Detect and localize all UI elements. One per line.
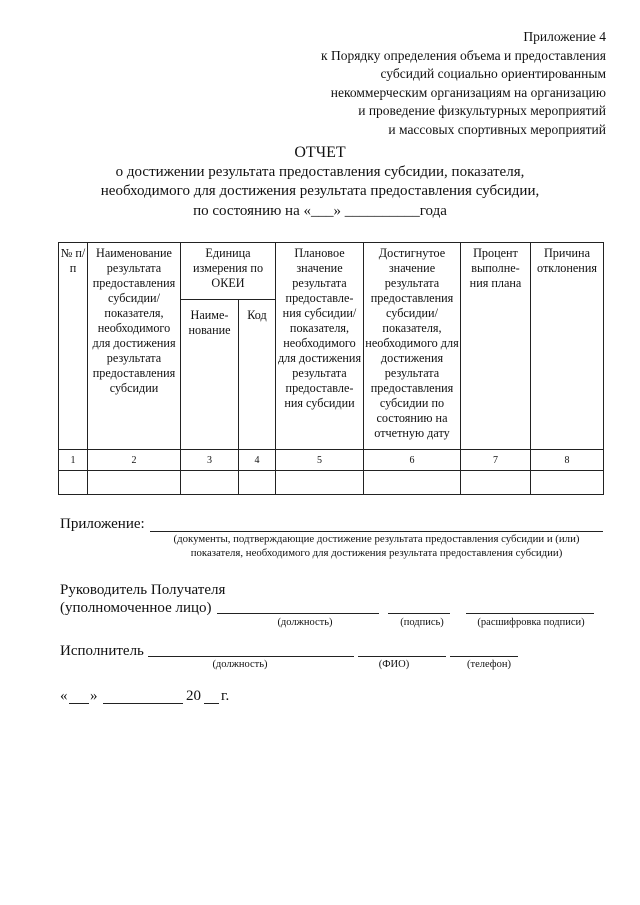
header-unit-code: Код (239, 300, 276, 450)
table-cell[interactable] (276, 471, 364, 495)
column-number: 5 (276, 450, 364, 471)
report-table (58, 242, 604, 495)
header-planned: Плановое значение результата предоставле-ния субсидии/ показателя, необходимого для достижения результата предоставле-ния субсидии (276, 243, 364, 450)
appendix-line: некоммерческим организациям на организацию (330, 84, 606, 100)
table-cell[interactable] (531, 471, 604, 495)
head-position-field[interactable] (217, 613, 379, 614)
head-decode-field[interactable] (466, 613, 594, 614)
executor-fio-field[interactable] (358, 656, 446, 657)
column-number: 2 (88, 450, 181, 471)
report-date-line: по состоянию на «___» __________года (193, 202, 447, 219)
appendix-line: и массовых спортивных мероприятий (388, 121, 606, 137)
head-position-caption: (должность) (277, 617, 333, 628)
date-quote-close: » (90, 688, 98, 704)
table-cell[interactable] (59, 471, 88, 495)
attachment-note (150, 532, 603, 560)
date-quote-open: « (60, 688, 68, 704)
date-year-suffix: г. (221, 688, 230, 704)
table-cell[interactable] (364, 471, 461, 495)
header-reason: Причина отклонения (531, 243, 604, 450)
head-label: Руководитель Получателя (60, 582, 226, 598)
appendix-line: к Порядку определения объема и предоставления (321, 47, 606, 63)
report-subtitle: необходимого для достижения результата предоставления субсидии, (100, 183, 540, 199)
column-number: 3 (181, 450, 239, 471)
attachment-note-line: (документы, подтверждающие достижение результата предоставления субсидии и (или) (173, 533, 580, 545)
date-year-field[interactable] (204, 703, 219, 704)
head-decode-caption: (расшифровка подписи) (477, 617, 585, 628)
table-header-row (59, 243, 604, 300)
date-year-prefix: 20 (186, 688, 201, 704)
header-unit-name: Наиме-нование (181, 300, 239, 450)
column-number: 8 (531, 450, 604, 471)
header-percent: Процент выполне-ния плана (461, 243, 531, 450)
executor-fio-caption: (ФИО) (378, 659, 410, 670)
column-number: 1 (59, 450, 88, 471)
report-title (0, 143, 640, 221)
executor-position-field[interactable] (148, 656, 354, 657)
report-subtitle: о достижении результата предоставления субсидии, показателя, (115, 163, 525, 180)
head-signature-caption: (подпись) (400, 617, 444, 628)
head-sublabel: (уполномоченное лицо) (60, 600, 212, 616)
executor-phone-field[interactable] (450, 656, 518, 657)
head-signature-field[interactable] (388, 613, 450, 614)
column-number: 4 (239, 450, 276, 471)
executor-phone-caption: (телефон) (467, 659, 511, 670)
header-num: № п/п (59, 243, 88, 450)
attachment-note-line: показателя, необходимого для достижения результата предоставления субсидии) (190, 547, 563, 559)
date-month-field[interactable] (103, 703, 183, 704)
executor-label: Исполнитель (60, 643, 144, 659)
table-cell[interactable] (88, 471, 181, 495)
column-numbers-row (59, 450, 604, 471)
table-cell[interactable] (239, 471, 276, 495)
attachment-label: Приложение: (60, 516, 145, 532)
report-heading: ОТЧЕТ (294, 144, 346, 161)
header-name: Наименование результата предоставления субсидии/ показателя, необходимого для достижения результата предоставления субсидии (88, 243, 181, 450)
header-unit: Единица измерения по ОКЕИ (181, 243, 276, 300)
appendix-line: субсидий социально ориентированным (380, 66, 606, 82)
appendix-block (186, 28, 606, 140)
table-cell[interactable] (461, 471, 531, 495)
table-cell[interactable] (181, 471, 239, 495)
table-row (59, 471, 604, 495)
appendix-line: и проведение физкультурных мероприятий (358, 103, 606, 119)
header-achieved: Достигнутое значение результата предоставления субсидии/ показателя, необходимого для достижения результата предоставления субсидии по состоянию на отчетную дату (364, 243, 461, 450)
appendix-number: Приложение 4 (523, 29, 606, 44)
executor-position-caption: (должность) (212, 659, 268, 670)
column-number: 7 (461, 450, 531, 471)
column-number: 6 (364, 450, 461, 471)
date-day-field[interactable] (69, 703, 89, 704)
